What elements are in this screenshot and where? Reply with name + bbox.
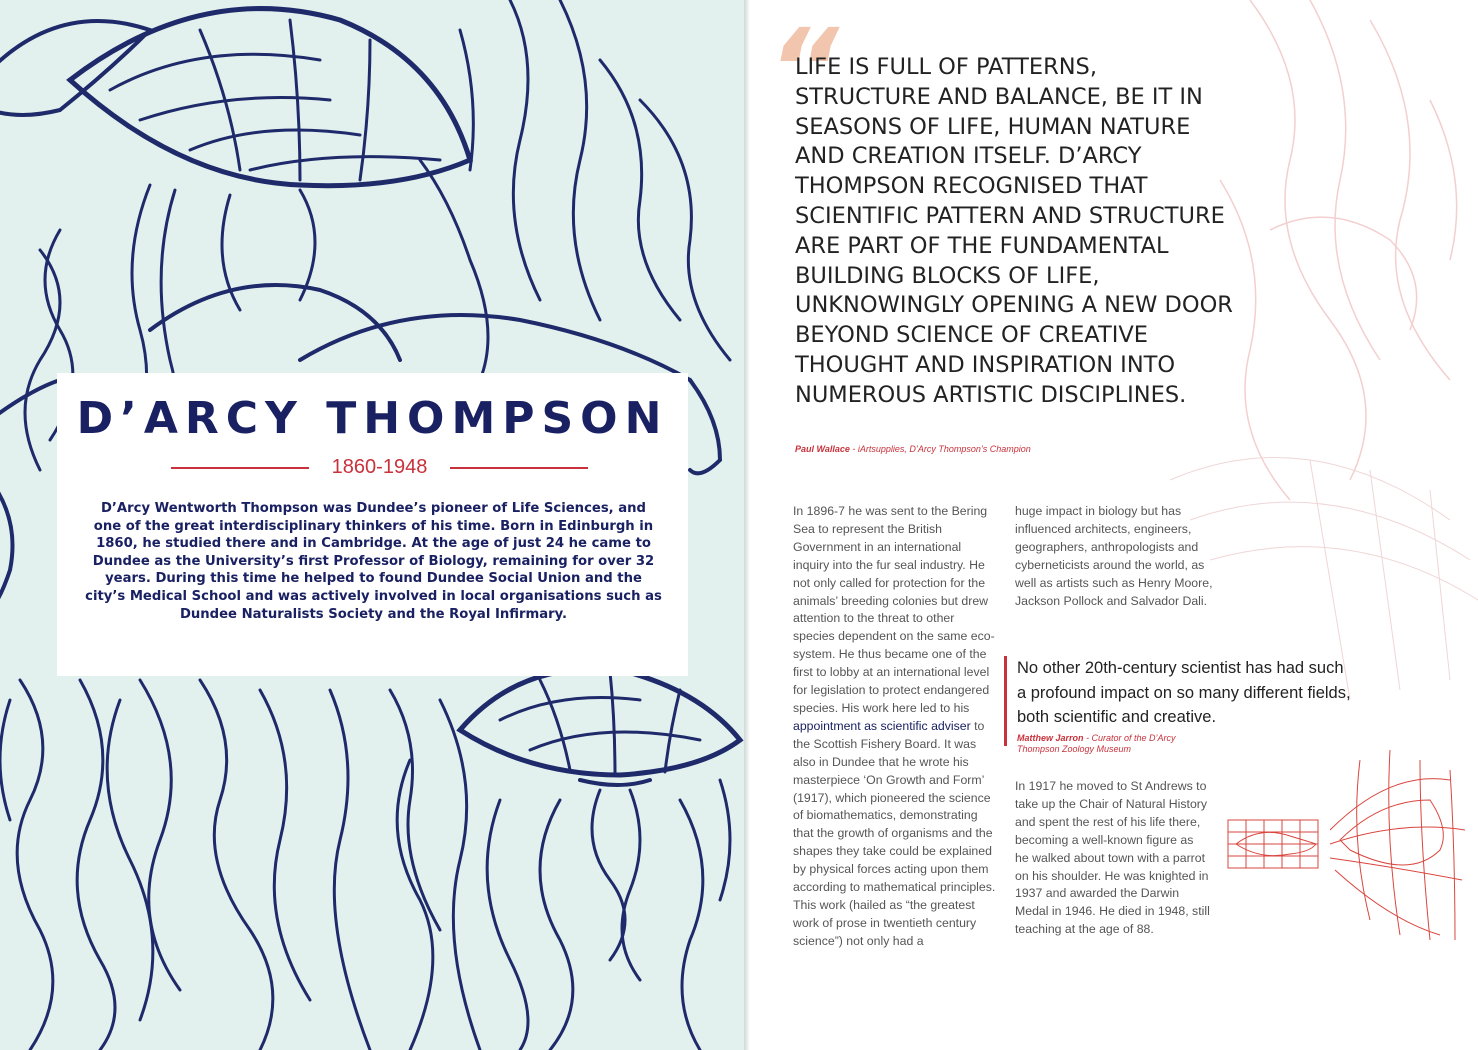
lifespan-years: 1860-1948 — [331, 456, 428, 478]
pull-quote-attribution — [1017, 733, 1217, 755]
page-title: D’ARCY THOMPSON — [76, 393, 669, 444]
quote-attribution — [795, 444, 1195, 454]
body-text: In 1896-7 he was sent to the Bering Sea to represent the British Government in an international inquiry into the fur seal industry. He not only called for protection for the animals’ breeding colonies but drew attention to the threat to other species dependent on the same eco-system. He thus became one of the first to lobby at an international level for legislation to protect endangered species. His work here led to his — [793, 504, 995, 715]
quote-author: Paul Wallace — [795, 444, 850, 454]
main-quote: LIFE IS FULL OF PATTERNS, STRUCTURE AND BALANCE, BE IT IN SEASONS OF LIFE, HUMAN NATURE AND CREATION ITSELF. D’ARCY THOMPSON RECOGNISED THAT SCIENTIFIC PATTERN AND STRUCTURE ARE PART OF THE FUNDAMENTAL BUILDING BLOCKS OF LIFE, UNKNOWINGLY OPENING A NEW DOOR BEYOND SCIENCE OF CREATIVE THOUGHT AND INSPIRATION INTO NUMEROUS ARTISTIC DISCIPLINES. — [795, 54, 1233, 408]
years-row — [171, 455, 588, 479]
body-column-1 — [793, 503, 998, 951]
body-column-3: In 1917 he moved to St Andrews to take up the Chair of Natural History and spent the rest of his life there, becoming a well-known figure as he walked about town with a parrot on his shoulder. He was knighted in 1937 and awarded the Darwin Medal in 1946. He died in 1948, still teaching at the age of 88. — [1015, 779, 1210, 937]
intro-paragraph: D’Arcy Wentworth Thompson was Dundee’s pioneer of Life Sciences, and one of the great interdisciplinary thinkers of his time. Born in Edinburgh in 1860, he studied there and in Cambridge. At the age of just 24 he came to Dundee as the University’s first Professor of Biology, remaining for over 32 years. During this time he helped to found Dundee Social Union and the city’s Medical School and was actively involved in local organisations such as Dundee Naturalists Society and the Royal Infirmary. — [85, 501, 662, 622]
quote-author-role: - iArtsupplies, D’Arcy Thompson’s Champion — [849, 444, 1031, 454]
pull-quote-bar — [1004, 656, 1007, 746]
quote-mark-icon: “ — [768, 5, 839, 133]
pull-quote-text: No other 20th-century scientist has had such a profound impact on so many different fields, both scientific and creative. — [1017, 659, 1351, 727]
pull-quote-author: Matthew Jarron — [1017, 733, 1084, 743]
body-column-2: huge impact in biology but has influenced architects, engineers, geographers, anthropologists and cyberneticists around the world, as well as artists such as Henry Moore, Jackson Pollock and Salvador Dali. — [1015, 504, 1213, 608]
intro-card — [57, 373, 688, 676]
body-text: to the Scottish Fishery Board. It was also in Dundee that he wrote his masterpiece ‘On Growth and Form’ (1917), which pioneered the science of biomathematics, demonstrating that the growth of organisms and the shapes they take could be explained by physical forces acting upon them according to mathematical principles. This work (hailed as “the greatest work of prose in twentieth century science”) not only had a — [793, 718, 996, 948]
divider-right — [450, 467, 588, 469]
highlighted-phrase: appointment as scientific adviser — [793, 718, 971, 733]
pull-quote-role: - Curator of the D’Arcy Thompson Zoology Museum — [1017, 733, 1176, 754]
